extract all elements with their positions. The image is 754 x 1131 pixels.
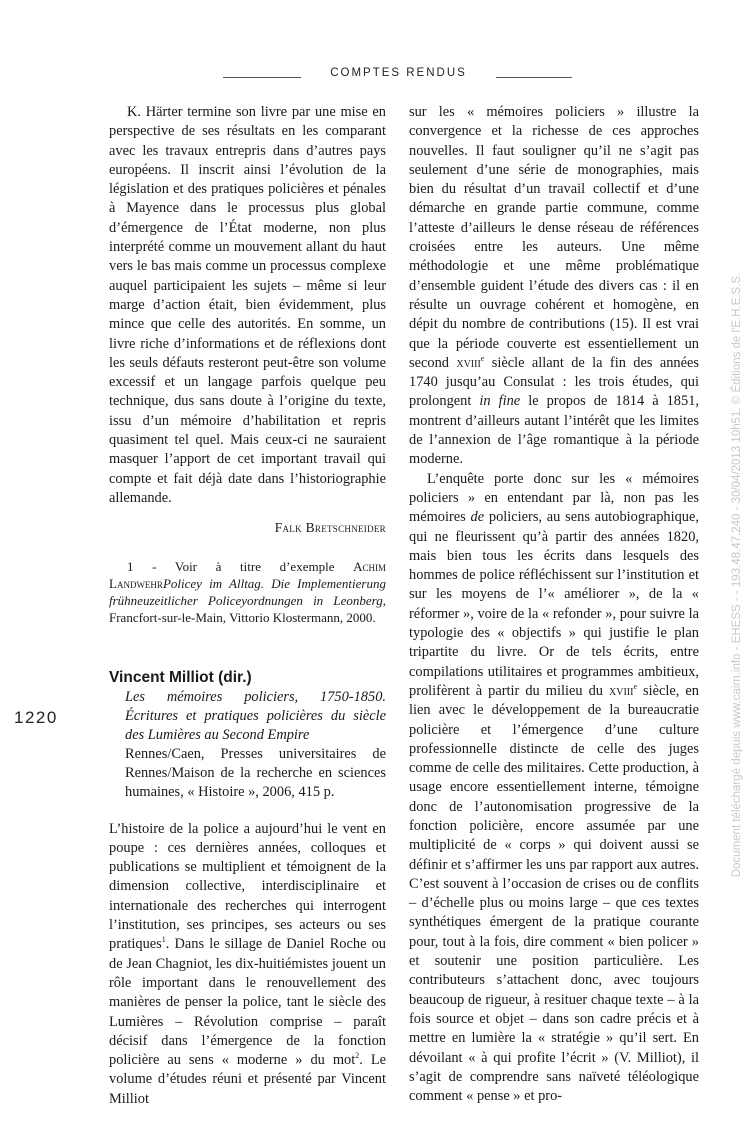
review-book-title: Les mémoires policiers, 1750-1850. Écritures et pratiques policières du siècle des Lumières au Second Empire bbox=[125, 688, 386, 743]
footnote-1 bbox=[109, 558, 386, 626]
paragraph-text-e: policiers, au sens autobiographique, qui ne fleurissent qu’à partir des années 1820, mais bien tous les écrits dans lesquels des hommes de police réfléchissent sur l’institution et sur les moyens de l’« améliorer », de la « réformer », voire de la « refonder », pour suivre la typologie des « objectifs » qui justifie le plan tripartite du livre. Or de tels écrits, entre compilations utilitaires et programmes ambitieux, prolifèrent à partir du milieu du bbox=[409, 509, 699, 699]
paragraph-text-c: le propos de 1814 à 1851, montrent d’ailleurs autant l’intérêt que les limites de l’annexion de l’âge romantique à la période moderne. bbox=[409, 393, 699, 468]
paragraph-text-f: siècle, en lien avec le développement de la bureaucratie policière et l’émergence d’une culture professionnelle distincte de celle des juges comme de celle des militaires. Cette production, à usage encore essentiellement interne, témoigne donc de l’autonomisation progressive de la fonction policière, encore assumée par une multiplicité de « corps » qui doivent aussi se définir et s’affirmer les uns par rapport aux autres. C’est souvent à l’occasion de crises ou de conflits – d’échelle plus ou moins large – que ces textes synthétiques émergent de la pratique courante pour, tout à la fois, dire comment « bien policer » et soutenir une position particulière. Les contributeurs s’attachent donc, avec toujours beaucoup de rigueur, à resituer chaque texte – à la fois source et objet – dans son cadre précis et à mettre en lumière la « stratégie » qu’il sert. En dévoilant « à qui profite l’écrit » (V. Milliot), il s’agit de comprendre sans naïveté téléologique comment « pense » et pro- bbox=[409, 682, 699, 1105]
header-rule-left bbox=[223, 77, 301, 78]
left-column bbox=[109, 103, 386, 1109]
paragraph-text-a: sur les « mémoires policiers » illustre la convergence et la richesse de ces approches nouvelles. Il faut souligner qu’il ne s’agit pas seulement d’une série de monographies, mais bien du résultat d’un travail collectif et d’une démarche en grande partie commune, comme l’atteste d’ailleurs le dense réseau de références croisées entre les auteurs. Une même méthodologie et une même problématique d’ensemble guident l’étude des divers cas : il en résulte un ouvrage cohérent et homogène, en dépit du nombre de contributions (15). Il est vrai que la période couverte est essentiellement un second bbox=[409, 104, 699, 371]
page-number: 1220 bbox=[14, 708, 58, 727]
in-fine-italic: in fine bbox=[479, 393, 521, 410]
review-text-c: . Le volume d’études réuni et présenté par Vincent Milliot bbox=[109, 1052, 387, 1107]
running-head: COMPTES RENDUS bbox=[330, 67, 467, 79]
footnote-ref-1: 1 bbox=[161, 935, 166, 945]
review-signature: Falk Bretschneider bbox=[274, 520, 386, 536]
century-superscript-2: e bbox=[633, 682, 637, 692]
century-superscript: e bbox=[480, 354, 485, 364]
footnote-prefix: 1 - Voir à titre d’exemple bbox=[127, 558, 354, 574]
review-text-b: . Dans le sillage de Daniel Roche ou de Jean Chagniot, les dix-huitiémistes jouent un rôle important dans le renouvellement des manières de penser la police, tant le siècle des Lumières – Révolution comprise – paraît décisif dans l’émergence de la fonction policière au sens « moderne » du mot bbox=[109, 936, 386, 1069]
century-numeral: xviii bbox=[456, 354, 481, 371]
paragraph-text-b: siècle allant de la fin des années 1740 jusqu’au Consulat : les trois études, qui prolongent bbox=[409, 354, 699, 410]
right-column bbox=[409, 103, 699, 1106]
footnote-suffix: , Francfort-sur-le-Main, Vittorio Klostermann, 2000. bbox=[109, 592, 386, 625]
de-italic: de bbox=[470, 509, 485, 526]
footnote-title: Policey im Alltag. Die Implementierung frühneuzeitlicher Policeyordnungen in Leonberg bbox=[109, 575, 386, 608]
century-numeral-2: xviii bbox=[609, 682, 634, 699]
download-watermark-text: Document téléchargé depuis www.cairn.info - EHESS - - 193.48.47.240 - 30/04/2013 10h51. © Éditions de l'E.H.E.S.S. bbox=[731, 272, 743, 878]
closing-paragraph: K. Härter termine son livre par une mise en perspective de ses résultats en les comparant avec les travaux entrepris dans d’autres pays européens. Il inscrit ainsi l’évolution de la législation et des pratiques policières et pénales à Mayence dans le processus plus global d’émergence de l’État moderne, non plus interprété comme un mouvement allant du haut vers le bas mais comme un processus complexe auquel participaient les sujets – même si leur marge d’action était, bien évidemment, plus mince que celle des autorités. En somme, un livre riche d’informations et de réflexions dont les seuls défauts resteront peut-être son volume excessif et un langage parfois quelque peu technique, dus sans doute à l’origine du texte, issu d’un mémoire d’habilitation et repris quasiment tel quel. Mais ceux-ci ne sauraient masquer l’apport de cet important travail qui compte et fait déjà date dans l’historiographie allemande. bbox=[109, 104, 386, 506]
footnote-ref-2: 2 bbox=[355, 1051, 360, 1061]
review-paragraph-continued bbox=[409, 103, 699, 470]
review-opening-paragraph bbox=[109, 820, 386, 1109]
review-author: Vincent Milliot (dir.) bbox=[109, 668, 252, 686]
review-header bbox=[109, 668, 386, 802]
review-publisher: Rennes/Caen, Presses universitaires de Rennes/Maison de la recherche en sciences humaines, « Histoire », 2006, 415 p. bbox=[125, 745, 386, 800]
review-paragraph-enquete bbox=[409, 470, 699, 1107]
header-rule-right bbox=[496, 77, 572, 78]
footnote-author: Achim Landwehr bbox=[109, 558, 386, 591]
paragraph-text-d: L’enquête porte donc sur les « mémoires policiers » en entendant par là, non pas les mémoires bbox=[409, 470, 699, 526]
review-text-a: L’histoire de la police a aujourd’hui le vent en poupe : ces dernières années, colloques et publications se multiplient et témoignent de la dimension collective, interdisciplinaire et internationale des recherches qui interrogent l’institution, ses principes, ses acteurs ou ses pratiques bbox=[109, 820, 386, 953]
